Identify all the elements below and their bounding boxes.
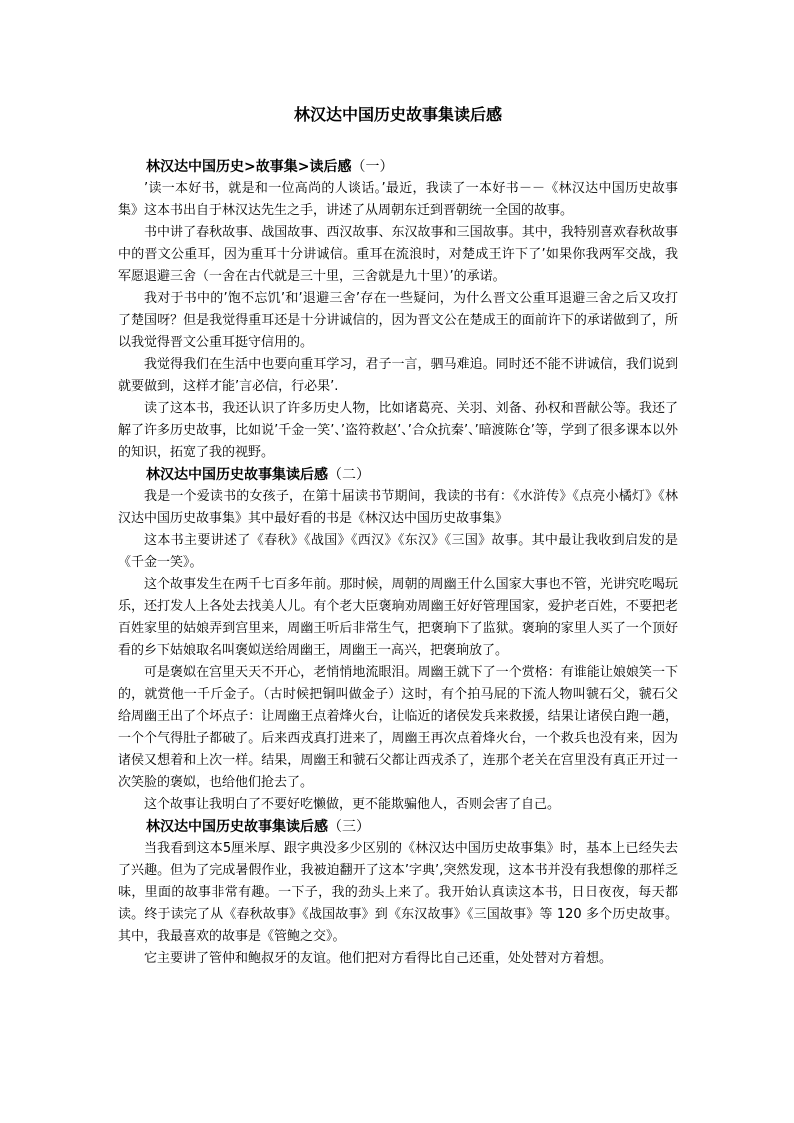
section-heading-num: （三） (328, 819, 370, 835)
section-heading (118, 816, 678, 838)
section-heading-bold: 林汉达中国历史故事集读后感 (146, 467, 328, 483)
paragraph: 我对于书中的’饱不忘饥’和’退避三舍’存在一些疑问，为什么晋文公重耳退避三舍之后又攻打了楚国呀？但是我觉得重耳还是十分讲诚信的，因为晋文公在楚成王的面前许下的承诺做到了，所以我觉得晋文公重耳挺守信用的。 (118, 291, 678, 350)
paragraph: 这个故事让我明白了不要好吃懒做，更不能欺骗他人，否则会害了自己。 (144, 797, 561, 812)
paragraph: 可是褒姒在宫里天天不开心，老悄悄地流眼泪。周幽王就下了一个赏格：有谁能让娘娘笑一下的，就赏他一千斤金子。（古时候把铜叫做金子）这时，有个拍马屁的下流人物叫虢石父，虢石父给周幽王出了个坏点子：让周幽王点着烽火台，让临近的诸侯发兵来救援，结果让诸侯白跑一趟，一个个气得肚子都破了。后来西戎真打进来了，周幽王再次点着烽火台，一个救兵也没有来，因为诸侯又想着和上次一样。结果，周幽王和虢石父都让西戎杀了，连那个老关在宫里没有真正开过一次笑脸的褒姒，也给他们抢去了。 (118, 665, 678, 790)
section-2 (118, 464, 678, 816)
section-1 (118, 156, 678, 464)
document-page (118, 104, 678, 970)
paragraph: ’读一本好书，就是和一位高尚的人谈话。’最近，我读了一本好书－－《林汉达中国历史故事集》这本书出自于林汉达先生之手，讲述了从周朝东迁到晋朝统一全国的故事。 (118, 181, 678, 218)
paragraph: 这个故事发生在两千七百多年前。那时候，周朝的周幽王什么国家大事也不管，光讲究吃喝玩乐，还打发人上各处去找美人儿。有个老大臣褒珦劝周幽王好好管理国家，爱护老百姓，不要把老百姓家里的姑娘弄到宫里来，周幽王听后非常生气，把褒珦下了监狱。褒珦的家里人买了一个顶好看的乡下姑娘取名叫褒姒送给周幽王，周幽王一高兴，把褒珦放了。 (118, 577, 678, 658)
paragraph: 我觉得我们在生活中也要向重耳学习，君子一言，驷马难追。同时还不能不讲诚信，我们说到就要做到，这样才能’言必信，行必果’. (118, 357, 678, 394)
section-heading-num: （二） (328, 467, 370, 483)
section-3 (118, 816, 678, 970)
paragraph: 读了这本书，我还认识了许多历史人物，比如诸葛亮、关羽、刘备、孙权和晋献公等。我还了解了许多历史故事，比如说’千金一笑’、’盗符救赵’、’合众抗秦’、’暗渡陈仓’等，学到了很多课本以外的知识，拓宽了我的视野。 (118, 401, 678, 460)
paragraph: 我是一个爱读书的女孩子，在第十届读书节期间，我读的书有：《水浒传》《点亮小橘灯》《林汉达中国历史故事集》其中最好看的书是《林汉达中国历史故事集》 (118, 489, 678, 526)
document-title: 林汉达中国历史故事集读后感 (293, 105, 502, 124)
section-heading-num: （一） (351, 159, 394, 175)
paragraph: 当我看到这本5厘米厚、跟字典没多少区别的《林汉达中国历史故事集》时，基本上已经失去了兴趣。但为了完成暑假作业，我被迫翻开了这本’字典’,突然发现，这本书并没有我想像的那样乏味，里面的故事非常有趣。一下子，我的劲头上来了。我开始认真读这本书，日日夜夜，每天都读。终于读完了从《春秋故事》《战国故事》到《东汉故事》《三国故事》等 120 多个历史故事。其中，我最喜欢的故事是《管鲍之交》。 (118, 841, 678, 944)
section-heading (118, 156, 678, 178)
paragraph: 这本书主要讲述了《春秋》《战国》《西汉》《东汉》《三国》故事。其中最让我收到启发的是《千金一笑》。 (118, 533, 678, 570)
paragraph: 它主要讲了管仲和鲍叔牙的友谊。他们把对方看得比自己还重，处处替对方着想。 (144, 951, 613, 966)
section-heading-bold: 林汉达中国历史故事集读后感 (146, 819, 328, 835)
paragraph: 书中讲了春秋故事、战国故事、西汉故事、东汉故事和三国故事。其中，我特别喜欢春秋故事中的晋文公重耳，因为重耳十分讲诚信。重耳在流浪时，对楚成王许下了’如果你我两军交战，我军愿退避三舍（一舍在古代就是三十里，三舍就是九十里）’的承诺。 (118, 225, 678, 284)
section-heading-bold: 林汉达中国历史>故事集>读后感 (146, 159, 352, 175)
section-heading (118, 464, 678, 486)
